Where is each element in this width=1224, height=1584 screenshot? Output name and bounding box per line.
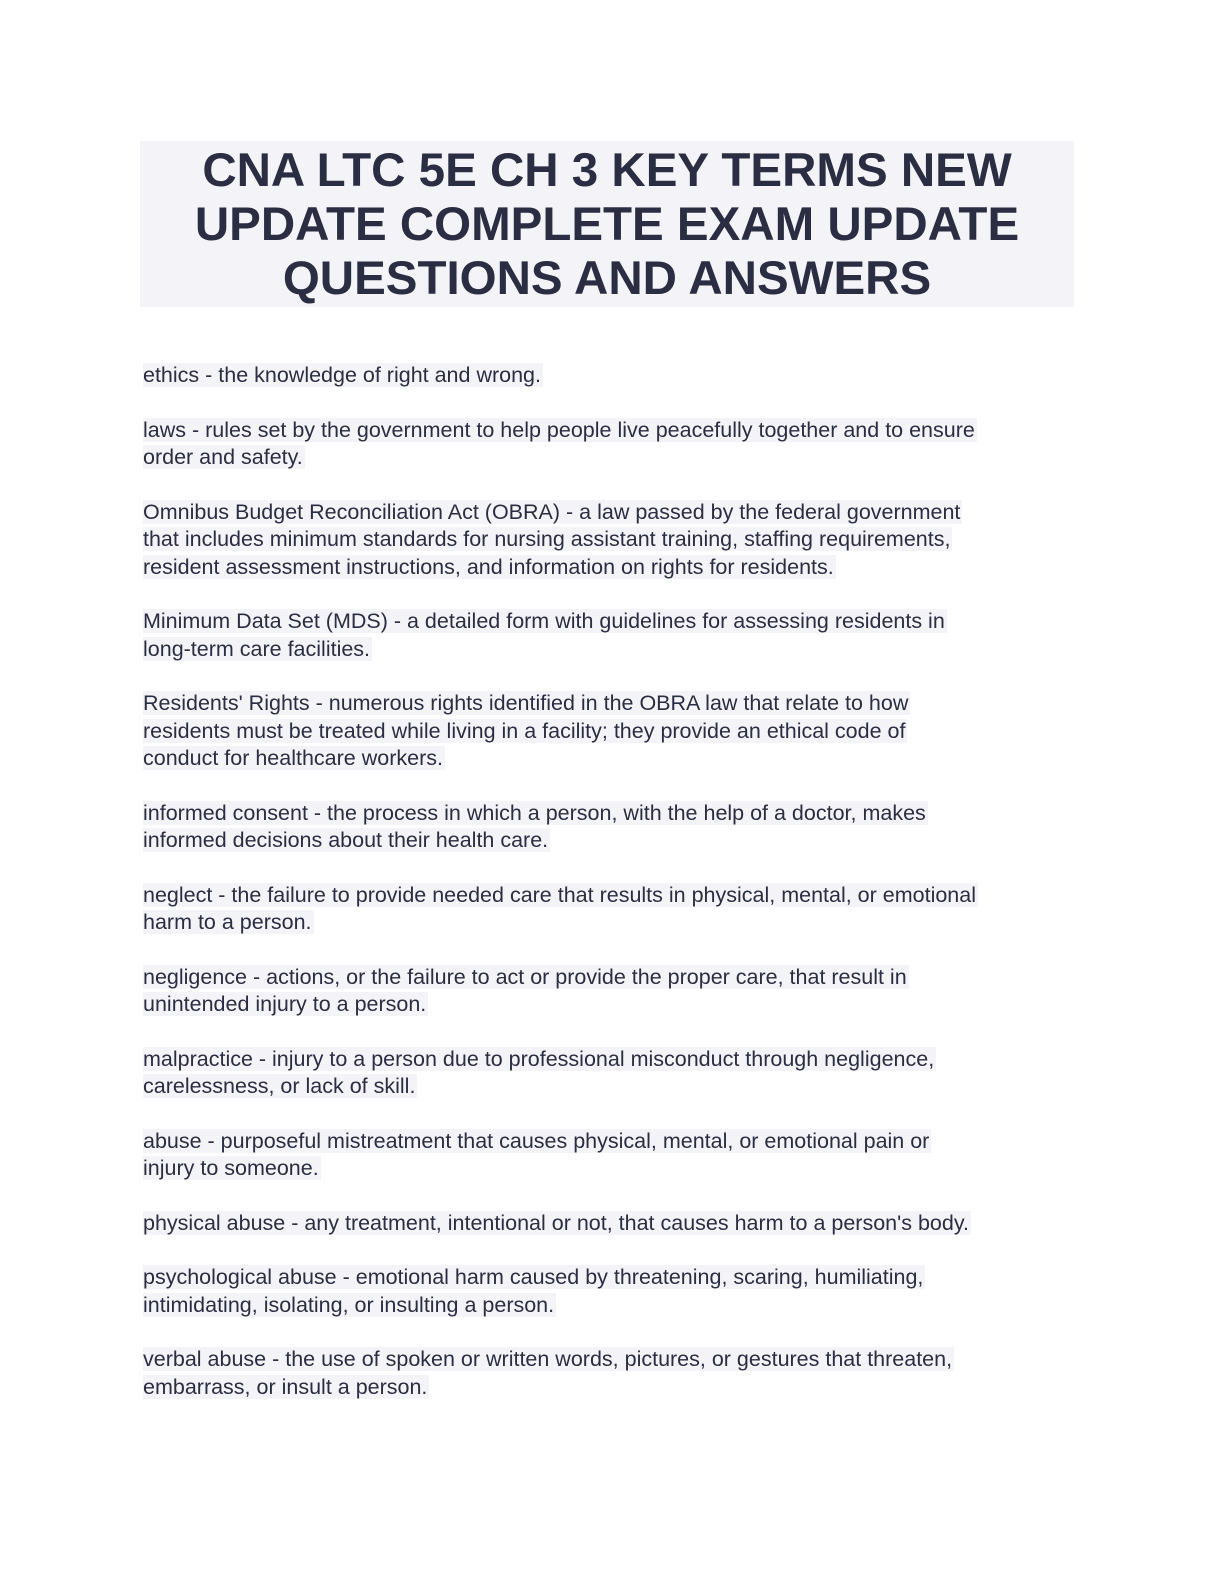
- title-line: CNA LTC 5E CH 3 KEY TERMS NEW: [202, 144, 1012, 197]
- term-text: embarrass, or insult a person.: [143, 1374, 428, 1399]
- term-laws: [143, 417, 1083, 472]
- term-text: unintended injury to a person.: [143, 992, 427, 1016]
- term-residents-rights: [143, 690, 1083, 773]
- term-text: ethics - the knowledge of right and wrong.: [143, 363, 541, 387]
- term-text: residents must be treated while living in a facility; they provide an ethical code of: [143, 718, 906, 743]
- term-text: psychological abuse - emotional harm caused by threatening, scaring, humiliating,: [143, 1265, 924, 1289]
- term-malpractice: [143, 1046, 1083, 1101]
- term-text: malpractice - injury to a person due to professional misconduct through negligence,: [143, 1046, 935, 1071]
- term-mds: [143, 608, 1083, 663]
- term-text: conduct for healthcare workers.: [143, 746, 443, 770]
- term-psychological-abuse: [143, 1264, 1083, 1319]
- term-text: Omnibus Budget Reconciliation Act (OBRA) - a law passed by the federal government: [143, 499, 961, 524]
- term-text: informed consent - the process in which a person, with the help of a doctor, makes: [143, 800, 926, 825]
- term-text: negligence - actions, or the failure to act or provide the proper care, that result in: [143, 964, 907, 989]
- term-text: injury to someone.: [143, 1156, 319, 1180]
- term-text: verbal abuse - the use of spoken or written words, pictures, or gestures that threaten,: [143, 1347, 953, 1371]
- term-text: physical abuse - any treatment, intentional or not, that causes harm to a person's body.: [143, 1210, 969, 1235]
- term-text: order and safety.: [143, 445, 303, 469]
- term-text: informed decisions about their health care.: [143, 828, 549, 852]
- title-line: UPDATE COMPLETE EXAM UPDATE: [194, 198, 1020, 251]
- term-text: Residents' Rights - numerous rights identified in the OBRA law that relate to how: [143, 691, 909, 715]
- term-informed-consent: [143, 800, 1083, 855]
- term-obra: [143, 499, 1083, 582]
- key-terms-list: [143, 362, 1083, 1428]
- term-physical-abuse: [143, 1210, 1083, 1238]
- term-text: abuse - purposeful mistreatment that causes physical, mental, or emotional pain or: [143, 1128, 930, 1153]
- term-verbal-abuse: [143, 1346, 1083, 1401]
- term-text: carelessness, or lack of skill.: [143, 1074, 416, 1098]
- term-text: laws - rules set by the government to help people live peacefully together and to ensure: [143, 417, 975, 442]
- term-neglect: [143, 882, 1083, 937]
- document-title: [140, 141, 1074, 307]
- term-ethics: [143, 362, 1083, 390]
- term-text: resident assessment instructions, and information on rights for residents.: [143, 554, 834, 579]
- term-abuse: [143, 1128, 1083, 1183]
- term-text: Minimum Data Set (MDS) - a detailed form with guidelines for assessing residents in: [143, 609, 945, 633]
- term-text: that includes minimum standards for nursing assistant training, staffing requirements,: [143, 527, 951, 551]
- term-negligence: [143, 964, 1083, 1019]
- title-line: QUESTIONS AND ANSWERS: [282, 252, 932, 305]
- term-text: harm to a person.: [143, 910, 312, 934]
- term-text: intimidating, isolating, or insulting a person.: [143, 1292, 555, 1317]
- term-text: neglect - the failure to provide needed care that results in physical, mental, or emotional: [143, 882, 976, 907]
- term-text: long-term care facilities.: [143, 636, 371, 661]
